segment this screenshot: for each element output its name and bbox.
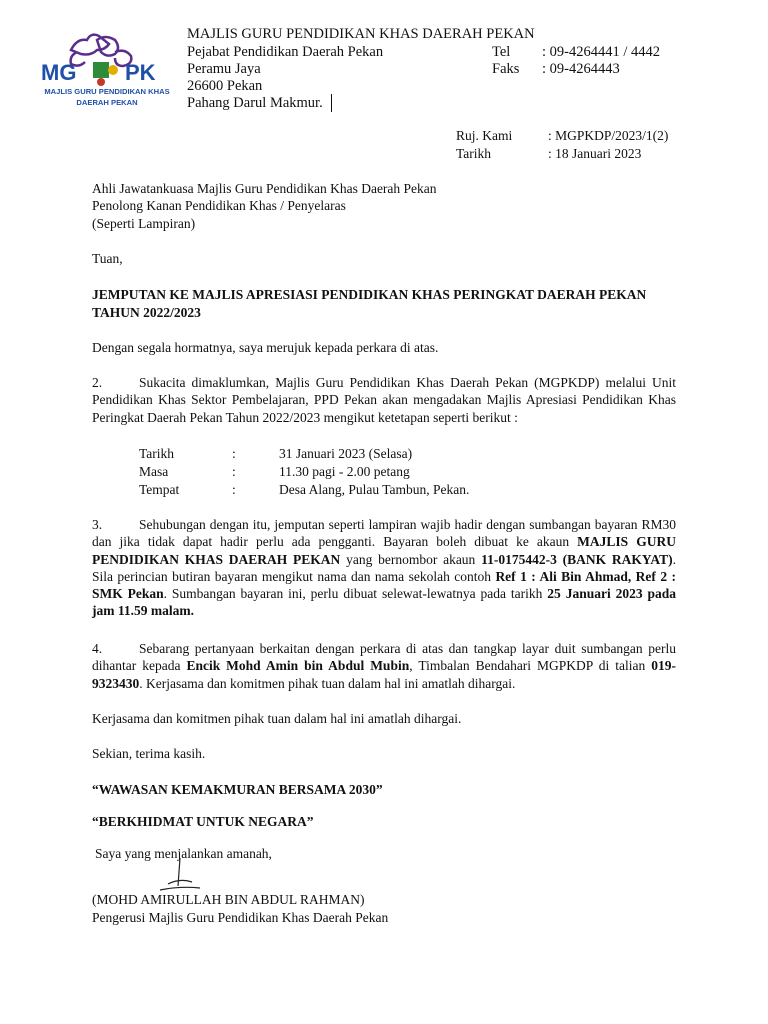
salutation: Tuan, bbox=[92, 251, 123, 266]
paragraph-4-text-3: . Kerjasama dan komitmen pihak tuan dalam hal ini amatlah dihargai. bbox=[139, 675, 516, 691]
paragraph-3-text-1: Sehubungan dengan itu, jemputan seperti lampiran wajib hadir dengan sumbangan bayaran RM30 dan jika tidak dapat hadir perlu ada pengganti. Bayaran boleh dibuat ke akaun bbox=[92, 517, 676, 550]
slogan-2: “BERKHIDMAT UNTUK NEGARA” bbox=[92, 814, 314, 829]
recipient-line-3: (Seperti Lampiran) bbox=[92, 216, 196, 231]
detail-date-value: 31 Januari 2023 (Selasa) bbox=[279, 446, 413, 461]
signatory-name: (MOHD AMIRULLAH BIN ABDUL RAHMAN) bbox=[92, 892, 365, 907]
closing: Sekian, terima kasih. bbox=[92, 746, 206, 761]
address-line-4: Pahang Darul Makmur. bbox=[187, 95, 323, 111]
address-line-2: Peramu Jaya bbox=[187, 61, 261, 77]
tel-label: Tel bbox=[492, 44, 511, 60]
ruj-value: : MGPKDP/2023/1(2) bbox=[548, 128, 669, 143]
paragraph-3-text-4: . Sumbangan bayaran ini, perlu dibuat selewat-lewatnya pada tarikh bbox=[163, 586, 548, 602]
logo-letters-left: MG bbox=[41, 60, 77, 85]
paragraph-3-bold-2: 11-0175442-3 (BANK RAKYAT) bbox=[481, 551, 673, 567]
paragraph-3-bold-1: MAJLIS GURU PENDIDIKAN KHAS DAERAH PEKAN bbox=[92, 534, 676, 567]
recipient-line-1: Ahli Jawatankuasa Majlis Guru Pendidikan Khas Daerah Pekan bbox=[92, 181, 437, 196]
paragraph-3-bold-3: Ref 1 : Ali Bin Ahmad, Ref 2 : SMK Pekan bbox=[92, 568, 677, 602]
opening-paragraph: Dengan segala hormatnya, saya merujuk kepada perkara di atas. bbox=[92, 340, 439, 355]
logo-letters-right: PK bbox=[125, 60, 156, 85]
detail-time-value: 11.30 pagi - 2.00 petang bbox=[279, 464, 410, 479]
org-name: MAJLIS GURU PENDIDIKAN KHAS DAERAH PEKAN bbox=[187, 26, 535, 42]
address-line-1: Pejabat Pendidikan Daerah Pekan bbox=[187, 44, 384, 60]
detail-venue-value: Desa Alang, Pulau Tambun, Pekan. bbox=[279, 482, 470, 497]
detail-date-label: Tarikh bbox=[139, 446, 175, 461]
paragraph-2-number: 2. bbox=[92, 375, 103, 390]
fax-label: Faks bbox=[492, 61, 520, 77]
paragraph-5: Kerjasama dan komitmen pihak tuan dalam hal ini amatlah dihargai. bbox=[92, 711, 462, 726]
sign-off: Saya yang menjalankan amanah, bbox=[95, 846, 272, 861]
detail-time-sep: : bbox=[232, 464, 236, 479]
text-cursor bbox=[331, 94, 332, 112]
signature-image bbox=[150, 856, 210, 896]
paragraph-3-number: 3. bbox=[92, 517, 103, 532]
paragraph-3-text-3: . Sila perincian butiran bayaran mengikut nama dan nama sekolah contoh bbox=[92, 551, 676, 584]
date-label: Tarikh bbox=[456, 146, 492, 161]
tel-value: : 09-4264441 / 4442 bbox=[542, 44, 661, 60]
detail-venue-label: Tempat bbox=[139, 482, 180, 497]
organization-logo bbox=[37, 30, 177, 110]
subject-line-1: JEMPUTAN KE MAJLIS APRESIASI PENDIDIKAN KHAS PERINGKAT DAERAH PEKAN bbox=[92, 287, 647, 302]
paragraph-4-bold-1: Encik Mohd Amin bin Abdul Mubin bbox=[186, 658, 410, 674]
paragraph-4 bbox=[92, 640, 676, 692]
paragraph-3-bold-4: 25 Januari 2023 pada jam 11.59 malam. bbox=[92, 586, 676, 619]
detail-date-sep: : bbox=[232, 446, 236, 461]
paragraph-2 bbox=[92, 374, 676, 426]
paragraph-3-text-2: yang bernombor akaun bbox=[340, 551, 482, 567]
detail-time-label: Masa bbox=[139, 464, 169, 479]
paragraph-4-number: 4. bbox=[92, 641, 103, 656]
paragraph-4-bold-2: 019-9323430 bbox=[92, 658, 677, 691]
logo-text-line1: MAJLIS GURU PENDIDIKAN KHAS bbox=[44, 87, 170, 96]
paragraph-3 bbox=[92, 516, 676, 620]
slogan-1: “WAWASAN KEMAKMURAN BERSAMA 2030” bbox=[92, 782, 383, 797]
paragraph-4-text-2: , Timbalan Bendahari MGPKDP di talian bbox=[409, 658, 652, 674]
fax-value: : 09-4264443 bbox=[542, 61, 620, 77]
subject-line-2: TAHUN 2022/2023 bbox=[92, 305, 201, 320]
date-value: : 18 Januari 2023 bbox=[548, 146, 642, 161]
logo-text-line2: DAERAH PEKAN bbox=[76, 98, 138, 107]
signatory-title: Pengerusi Majlis Guru Pendidikan Khas Daerah Pekan bbox=[92, 910, 389, 925]
detail-venue-sep: : bbox=[232, 482, 236, 497]
paragraph-2-text: Sukacita dimaklumkan, Majlis Guru Pendidikan Khas Daerah Pekan (MGPKDP) melalui Unit Pendidikan Khas Sektor Pembelajaran, PPD Pekan akan mengadakan Majlis Apresiasi Pendidikan Khas Peringkat Daerah Pekan Tahun 2022/2023 mengikut ketetapan seperti berikut : bbox=[92, 375, 676, 425]
ruj-label: Ruj. Kami bbox=[456, 128, 513, 143]
recipient-line-2: Penolong Kanan Pendidikan Khas / Penyelaras bbox=[92, 198, 346, 213]
paragraph-4-text-1: Sebarang pertanyaan berkaitan dengan perkara di atas dan tangkap layar duit sumbangan perlu dihantar kepada bbox=[92, 641, 676, 674]
address-line-3: 26600 Pekan bbox=[187, 78, 263, 94]
